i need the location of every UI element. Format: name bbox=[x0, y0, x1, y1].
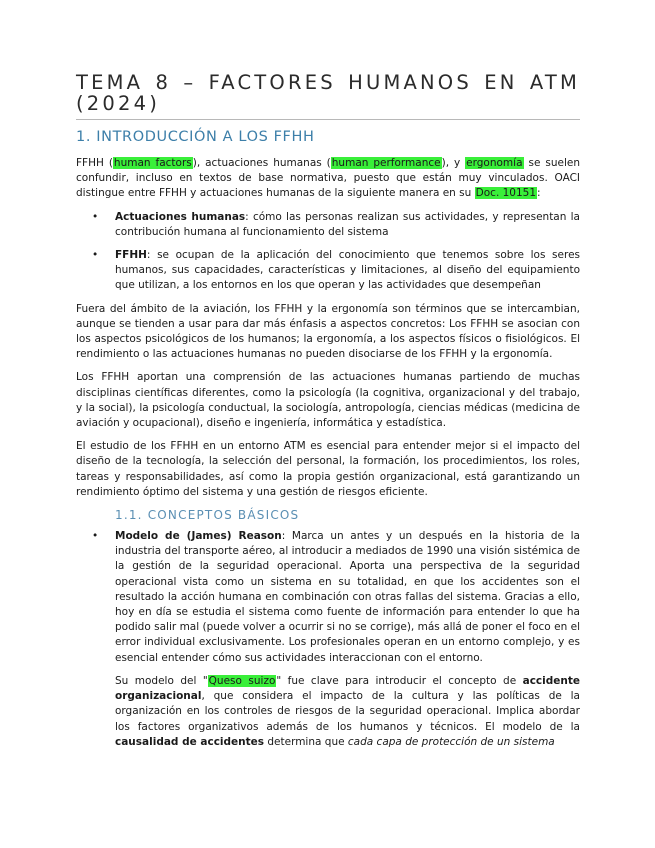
definition-text: : cómo las personas realizan sus actividades, y representan la contribución humana al funcionamiento del sistema bbox=[115, 210, 580, 238]
section-1-1-heading: 1.1. CONCEPTOS BÁSICOS bbox=[115, 508, 300, 523]
highlight-ergonomia: ergonomía bbox=[466, 157, 523, 169]
section-1-heading: 1. INTRODUCCIÓN A LOS FFHH bbox=[76, 129, 315, 145]
bullet-icon: • bbox=[92, 249, 99, 262]
intro-text-5: : bbox=[537, 187, 541, 200]
term-actuaciones-humanas: Actuaciones humanas bbox=[115, 210, 246, 223]
paragraph-disciplinas: Los FFHH aportan una comprensión de las actuaciones humanas partiendo de muchas disciplinas científicas diferentes, como la psicología (la cognitiva, organizacional y del trabajo, y la social), la psicología conductual, la sociología, antropología, ciencias médicas (medicina de aviación y ocupacional), diseño e ingeniería, informática y estadística. bbox=[76, 371, 580, 430]
term-causalidad-accidentes: causalidad de accidentes bbox=[115, 735, 265, 748]
term-accidente-organizacional: accidente organizacional bbox=[115, 674, 581, 703]
sub-text-1: Su modelo del " bbox=[115, 674, 208, 687]
sub-text-4: determina que bbox=[264, 735, 348, 748]
highlight-queso-suizo: Queso suizo bbox=[208, 674, 276, 687]
definition-text: : Marca un antes y un después en la historia de la industria del transporte aéreo, al introducir a mediados de 1990 una visión sistémica de la gestión de la seguridad operacional. Aporta una perspectiva de la seguridad operacional vista como un sistema en su totalidad, en que los accidentes son el resultado la acción humana en combinación con otras fallas del sistema. Gracias a ello, hoy en día se estudia el sistema como fuente de información para entender lo que ha podido salir mal (puede volver a ocurrir si no se corrige), más allá de poner el foco en el error individual exclusivamente. Los profesionales operan en un entorno complejo, y es esencial entender cómo sus actividades interaccionan con el entorno. bbox=[115, 530, 580, 664]
definition-text: : se ocupan de la aplicación del conocimiento que tenemos sobre los seres humanos, sus capacidades, características y limitaciones, al diseño del equipamiento que utilizan, a los entornos en los que operan y las actividades que desempeñan bbox=[115, 249, 580, 292]
highlight-human-factors: human factors bbox=[113, 157, 192, 169]
concepts-list bbox=[76, 529, 580, 666]
highlight-human-performance: human performance bbox=[331, 157, 441, 169]
intro-text-2: ), actuaciones humanas ( bbox=[192, 157, 331, 169]
sub-text-2: " fue clave para introducir el concepto de bbox=[276, 674, 523, 687]
bullet-icon: • bbox=[92, 210, 99, 223]
definitions-list bbox=[76, 210, 580, 294]
title-underline bbox=[76, 119, 580, 120]
list-item bbox=[76, 529, 580, 666]
paragraph-queso-suizo bbox=[115, 674, 580, 750]
bullet-icon: • bbox=[92, 530, 99, 543]
highlight-doc-10151: Doc. 10151 bbox=[475, 187, 537, 200]
document-title: TEMA 8 – FACTORES HUMANOS EN ATM (2024) bbox=[76, 71, 580, 115]
term-modelo-reason: Modelo de (James) Reason bbox=[115, 530, 282, 543]
intro-text-1: FFHH ( bbox=[76, 157, 113, 169]
italic-capa-proteccion: cada capa de protección de un sistema bbox=[347, 735, 555, 748]
intro-paragraph bbox=[76, 156, 580, 202]
sub-text-3: , que considera el impacto de la cultura y las políticas de la organización en los controles de riesgos de la seguridad operacional. Implica abordar los factores organizativos además de los humanos y técnicos. El modelo de la bbox=[115, 690, 580, 733]
list-item bbox=[76, 248, 580, 294]
paragraph-ergonomia: Fuera del ámbito de la aviación, los FFHH y la ergonomía son términos que se intercambian, aunque se tienden a usar para dar más énfasis a aspectos concretos: Los FFHH se asocian con los aspectos psicológicos de los humanos; la ergonomía, a los aspectos físicos o fisiológicos. El rendimiento o las actuaciones humanas no pueden disociarse de los FFHH y la ergonomía. bbox=[76, 302, 580, 361]
paragraph-atm: El estudio de los FFHH en un entorno ATM es esencial para entender mejor si el impacto del diseño de la tecnología, la selección del personal, la formación, los procedimientos, los roles, tareas y responsabilidades, así como la propia gestión organizacional, está garantizando un rendimiento óptimo del sistema y una gestión de riesgos eficiente. bbox=[76, 440, 580, 498]
intro-text-3: ), y bbox=[441, 157, 466, 169]
term-ffhh: FFHH bbox=[115, 249, 147, 262]
intro-text-4: se suelen confundir, incluso en textos de base normativa, puesto que están muy vinculados. OACI distingue entre FFHH y actuaciones humanas de la siguiente manera en su bbox=[76, 157, 580, 200]
list-item bbox=[76, 210, 580, 240]
